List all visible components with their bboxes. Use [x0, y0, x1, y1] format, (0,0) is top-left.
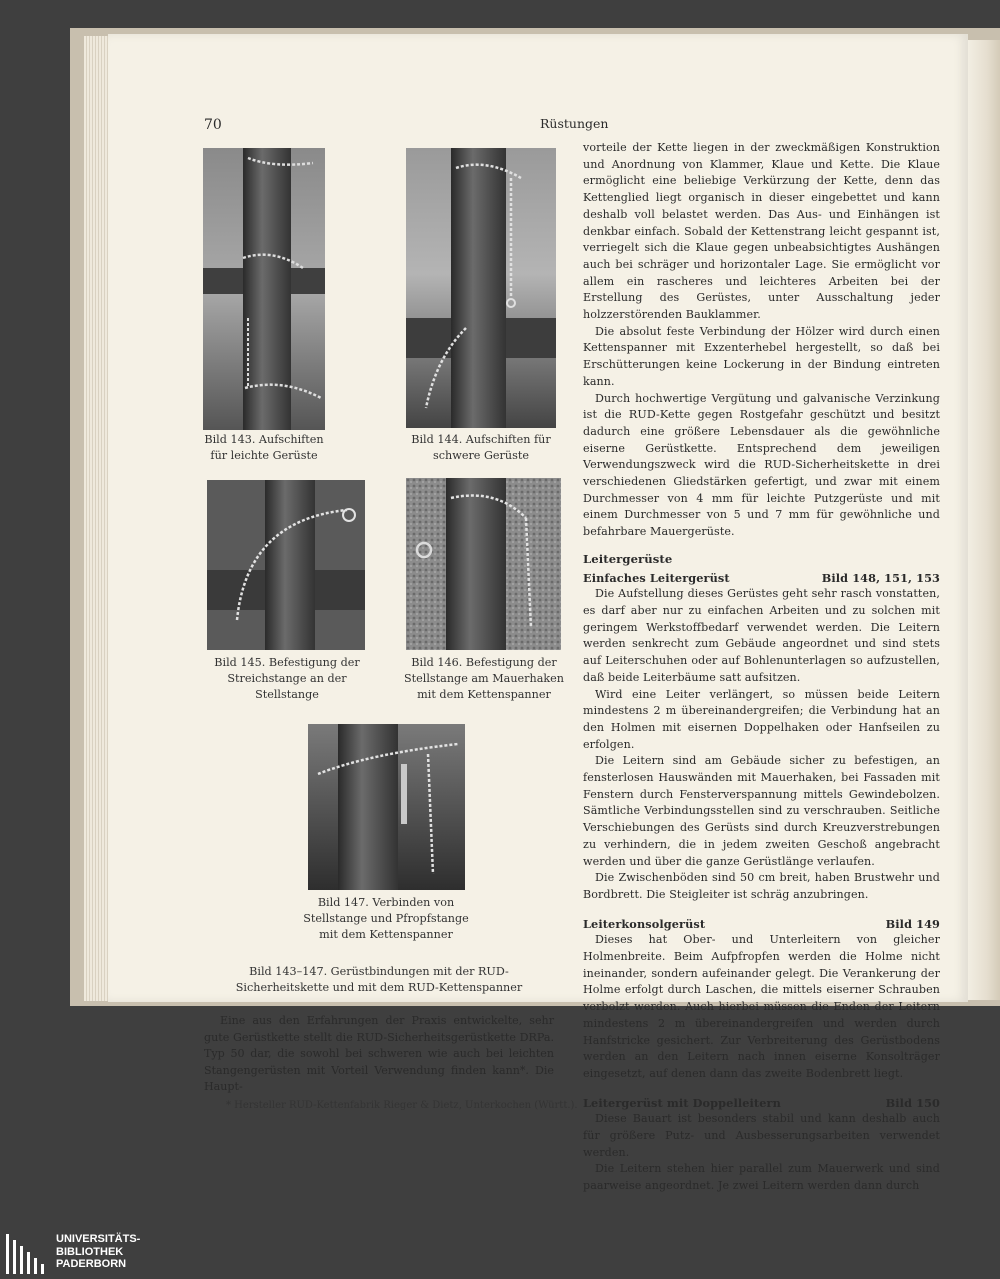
page-stack-edge	[84, 36, 108, 1001]
paragraph: Die Aufstellung dieses Gerüstes geht sehr rasch vonstatten, es darf aber nur zu einfachen Arbeiten und zu solchen mit geringem Werkstoffbedarf verwendet werden. Die Leitern werden senkrecht zum Gebäude angeordnet und sind stets auf Leiterschuhen oder auf Bohlenunterlagen so aufzustellen, daß beide Leiterbäume satt aufsitzen.	[583, 587, 940, 684]
paragraph: Dieses hat Ober- und Unterleitern von gleicher Holmenbreite. Beim Aufpfropfen werden die Holme nicht ineinander, sondern aufeinander gelegt. Die Verankerung der Holme erfolgt durch Laschen, die mittels eiserner Schrauben verbolzt werden. Auch hierbei müssen die Enden der Leitern mindestens 2 m übereinandergreifen und werden durch Hanfstricke gesichert. Zur Verbreiterung des Gerüstbodens werden an den Leitern nach innen eiserne Konsolträger eingesetzt, auf denen dann das zweite Bodenbrett liegt.	[583, 933, 940, 1080]
page-number: 70	[204, 117, 222, 133]
section-title: Leitergerüste	[583, 551, 673, 566]
photo-bild-144	[406, 148, 556, 428]
paragraph: Die Leitern sind am Gebäude sicher zu befestigen, an fensterlosen Hauswänden mit Mauerhaken, bei Fassaden mit Fenstern durch Fensterverspannung mittels Gewindebolzen. Sämtliche Verbindungsstellen sind zu verschrauben. Seitliche Verschiebungen des Gerüsts sind durch Kreuzverstrebungen zu verhindern, die in jedem zweiten Geschoß angebracht werden und über die ganze Gerüstlänge verlaufen.	[583, 754, 940, 868]
subsection-title: Einfaches Leitergerüst	[583, 570, 730, 585]
photo-bild-146	[406, 478, 561, 650]
caption-bild-143: Bild 143. Aufschiften für leichte Gerüste	[204, 433, 324, 462]
figure-reference: Bild 148, 151, 153	[821, 570, 940, 585]
paragraph: Durch hochwertige Vergütung und galvanische Verzinkung ist die RUD-Kette gegen Rostgefahr geschützt und besitzt dadurch eine größere Lebensdauer als die gewöhnliche eiserne Gerüstkette. Entsprechend dem jeweiligen Verwendungszweck wird die RUD-Sicherheitskette in drei verschiedenen Gliedstärken gefertigt, und zwar mit einem Durchmesser von 4 mm für leichte Putzgerüste und mit einem Durchmesser von 5 und 7 mm für gewöhnliche und befahrbare Mauergerüste.	[583, 391, 940, 539]
paragraph: Die Zwischenböden sind 50 cm breit, haben Brustwehr und Bordbrett. Die Steigleiter ist schräg anzubringen.	[583, 871, 940, 901]
subsection-title: Leitergerüst mit Doppelleitern	[583, 1095, 781, 1110]
library-logo-icon	[4, 1234, 48, 1274]
subsection-heading	[583, 570, 940, 587]
paragraph: Wird eine Leiter verlängert, so müssen beide Leitern mindestens 2 m übereinandergreifen; die Verbindung hat an den Holmen mit eisernen Doppelhaken oder Hanfseilen zu erfolgen.	[583, 687, 940, 751]
subsection-heading	[583, 916, 940, 933]
left-paragraph: Eine aus den Erfahrungen der Praxis entwickelte, sehr gute Gerüstkette stellt die RUD-Sicherheitsgerüstkette DRPa. Typ 50 dar, die sowohl bei schweren wie auch bei leichten Stangengerüsten mit Vorteil Verwendung finden kann*. Die Haupt-	[204, 1014, 554, 1093]
subsection-title: Leiterkonsolgerüst	[583, 916, 706, 931]
right-column-text	[583, 140, 940, 1195]
facing-page-gutter	[968, 40, 1000, 1000]
figure-reference: Bild 150	[885, 1095, 940, 1110]
caption-bild-145: Bild 145. Befestigung der Streichstange an der Stellstange	[214, 656, 360, 701]
running-head: Rüstungen	[540, 116, 609, 131]
library-logo-text: UNIVERSITÄTS- BIBLIOTHEK PADERBORN	[56, 1233, 141, 1270]
caption-bild-147: Bild 147. Verbinden von Stellstange und Pfropfstange mit dem Kettenspanner	[303, 896, 469, 941]
photo-bild-143	[203, 148, 325, 430]
left-body-text	[204, 1013, 554, 1096]
photo-bild-145	[207, 480, 365, 650]
figure-group-caption: Bild 143–147. Gerüstbindungen mit der RUD-Sicherheitskette und mit dem RUD-Kettenspanner	[235, 965, 523, 994]
paragraph: Die absolut feste Verbindung der Hölzer wird durch einen Kettenspanner mit Exzenterhebel hergestellt, so daß bei Erschütterungen keine Lockerung in der Bindung eintreten kann.	[583, 324, 940, 388]
paragraph: Diese Bauart ist besonders stabil und kann deshalb auch für größere Putz- und Ausbesserungsarbeiten verwendet werden.	[583, 1112, 940, 1159]
paragraph: Die Leitern stehen hier parallel zum Mauerwerk und sind paarweise angeordnet. Je zwei Leitern werden dann durch	[583, 1162, 940, 1193]
caption-bild-144: Bild 144. Aufschiften für schwere Gerüste	[411, 433, 551, 462]
footnote: * Hersteller RUD-Kettenfabrik Rieger & Dietz, Unterkochen (Württ.).	[226, 1100, 578, 1111]
figure-reference: Bild 149	[885, 916, 940, 931]
photo-bild-147	[308, 724, 465, 890]
subsection-heading	[583, 1095, 940, 1112]
paragraph: vorteile der Kette liegen in der zweckmäßigen Konstruktion und Anordnung von Klammer, Klaue und Kette. Die Klaue ermöglicht eine beliebige Verkürzung der Kette, denn das Kettenglied liegt organisch in dieser eingebettet und kann deshalb voll belastet werden. Das Aus- und Einhängen ist denkbar einfach. Sobald der Kettenstrang leicht gespannt ist, verriegelt sich die Klaue gegen unbeabsichtigtes Aushängen auch bei schräger und horizontaler Lage. Sie ermöglicht vor allem ein rascheres und leichteres Arbeiten bei der Erstellung des Gerüstes, unter Ausschaltung jeder holzzerstörenden Bauklammer.	[583, 141, 940, 322]
library-logo	[4, 1232, 154, 1276]
caption-bild-146: Bild 146. Befestigung der Stellstange am Mauerhaken mit dem Kettenspanner	[403, 656, 564, 701]
